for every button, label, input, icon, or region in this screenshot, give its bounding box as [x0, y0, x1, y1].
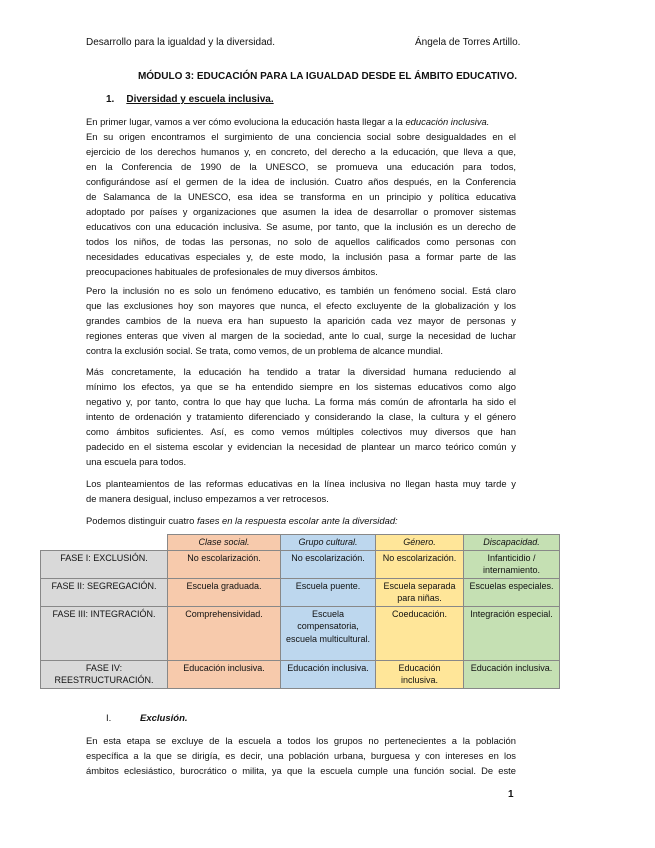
table-cell: No escolarización.	[376, 550, 464, 578]
module-title: MÓDULO 3: EDUCACIÓN PARA LA IGUALDAD DESDE EL ÁMBITO EDUCATIVO.	[137, 71, 518, 82]
table-row	[41, 578, 560, 606]
table-cell: No escolarización.	[281, 550, 376, 578]
phase-cell: FASE I: EXCLUSIÓN.	[41, 550, 168, 578]
table-cell: Escuela compensatoria, escuela multicultural.	[281, 606, 376, 660]
phase-cell: FASE IV: REESTRUCTURACIÓN.	[41, 660, 168, 688]
paragraph-line: que las exclusiones hoy son mayores que nunca, el efecto excluyente de la globalización y los	[86, 300, 516, 311]
header-cell: Discapacidad.	[464, 535, 560, 551]
paragraph-line: como ámbitos suficientes. Así, es como vemos múltiples colectivos muy diversos que han	[86, 426, 516, 437]
paragraph-line: negativo y, por tanto, contra lo que hay que lucha. La forma más común de afrontarla ha sido el	[86, 396, 516, 407]
paragraph-line: todos los niños, de todas las personas, no solo de aquellos calificados como personas con	[86, 236, 516, 247]
paragraph-3	[86, 364, 516, 469]
subsection-heading	[106, 713, 188, 724]
italic-term: educación inclusiva.	[405, 116, 490, 127]
phase-cell: FASE III: INTEGRACIÓN.	[41, 606, 168, 660]
phase-cell: FASE II: SEGREGACIÓN.	[41, 578, 168, 606]
paragraph-4	[86, 476, 516, 506]
table-header-row	[41, 535, 560, 551]
table-cell: Escuelas especiales.	[464, 578, 560, 606]
header-cell: Grupo cultural.	[281, 535, 376, 551]
paragraph-2	[86, 283, 516, 358]
header-right: Ángela de Torres Artillo.	[415, 37, 521, 48]
subsection-number: I.	[106, 713, 112, 724]
table-cell: Escuela puente.	[281, 578, 376, 606]
paragraph-line	[86, 513, 516, 528]
subsection-label: Exclusión.	[140, 713, 188, 724]
text-run: En primer lugar, vamos a ver cómo evoluciona la educación hasta llegar a la	[86, 116, 406, 127]
phases-table	[40, 534, 560, 689]
paragraph-line: preocupaciones habituales de profesionales de muy diversos ámbitos.	[86, 266, 378, 277]
section-number: 1.	[106, 94, 115, 105]
table-cell: Infanticidio / internamiento.	[464, 550, 560, 578]
section-heading	[106, 94, 274, 105]
table-row	[41, 550, 560, 578]
table-cell: Educación inclusiva.	[464, 660, 560, 688]
page-number: 1	[508, 789, 514, 800]
table-cell: Educación inclusiva.	[168, 660, 281, 688]
table-cell: Integración especial.	[464, 606, 560, 660]
paragraph-line: una escuela para todos.	[86, 456, 187, 467]
paragraph-line: educativos con una educación inclusiva. Se asume, por tanto, que la inclusión es un derecho de	[86, 221, 516, 232]
paragraph-line: regiones enteras que viven al margen de la sociedad, ante lo cual, surge la necesidad de luchar	[86, 330, 516, 341]
paragraph-line: adoptado por países y organizaciones que asumen la idea de desarrollar o promover sistemas	[86, 206, 516, 217]
header-cell: Género.	[376, 535, 464, 551]
table-row	[41, 606, 560, 660]
table-cell: Comprehensividad.	[168, 606, 281, 660]
text-run: Podemos distinguir cuatro	[86, 515, 197, 526]
table-cell: Educación inclusiva.	[281, 660, 376, 688]
paragraph-lines	[86, 129, 516, 279]
header-cell	[41, 535, 168, 551]
paragraph-line	[86, 114, 516, 129]
paragraph-5	[86, 733, 516, 778]
paragraph-line: configurándose así el germen de la idea de inclusión. Cuatro años después, en la Conferencia	[86, 176, 516, 187]
table-cell: Escuela separada para niñas.	[376, 578, 464, 606]
paragraph-line: Pero la inclusión no es solo un fenómeno educativo, es también un fenómeno social. Está claro	[86, 285, 516, 296]
paragraph-line: contra la exclusión social. Se trata, como vemos, de un problema de alcance mundial.	[86, 345, 443, 356]
table-cell: Coeducación.	[376, 606, 464, 660]
header-left: Desarrollo para la igualdad y la diversidad.	[86, 37, 275, 48]
paragraph-line: En esta etapa se excluye de la escuela a todos los grupos no pertenecientes a la población	[86, 735, 516, 746]
paragraph-line: grandes cambios de la nueva era han supuesto la aparición cada vez mayor de personas y	[86, 315, 516, 326]
paragraph-line: en la Conferencia de 1990 de la UNESCO, se promueva una educación para todos,	[86, 161, 516, 172]
italic-term: fases en la respuesta escolar ante la diversidad:	[197, 515, 398, 526]
paragraph-line: intento de ordenación y tratamiento diferenciado y considerando la clase, la cultura y el género	[86, 411, 516, 422]
paragraph-line: Más concretamente, la educación ha tendido a tratar la diversidad humana reduciendo al	[86, 366, 516, 377]
table-intro	[86, 513, 516, 528]
paragraph-line: En su origen encontramos el surgimiento de una conciencia social sobre desigualdades en el	[86, 131, 516, 142]
section-label: Diversidad y escuela inclusiva.	[126, 94, 274, 105]
header-cell: Clase social.	[168, 535, 281, 551]
paragraph-line: padecido en el sistema escolar y evidencian la necesidad de plantear un marco teórico común y	[86, 441, 516, 452]
paragraph-line: necesidades educativas especiales y, de este modo, la inclusión pasa a formar parte de las	[86, 251, 516, 262]
table-cell: Escuela graduada.	[168, 578, 281, 606]
table-cell: Educación inclusiva.	[376, 660, 464, 688]
paragraph-line: mínimo los efectos, ya que se ha entendido siempre en los sistemas educativos como algo	[86, 381, 516, 392]
table-cell: No escolarización.	[168, 550, 281, 578]
paragraph-1	[86, 114, 516, 279]
paragraph-line: Los planteamientos de las reformas educativas en la línea inclusiva no llegan hasta muy tarde y	[86, 478, 516, 489]
paragraph-line: de manera desigual, incluso empezamos a ver retrocesos.	[86, 493, 329, 504]
paragraph-line: específica a la que se dirigía, es decir, una población urbana, burguesa y con intereses en los	[86, 750, 516, 761]
table-row	[41, 660, 560, 688]
paragraph-line: de Salamanca de la UNESCO, esa idea se transforma en un principio y política educativa	[86, 191, 516, 202]
paragraph-line: ámbitos eclesiástico, burocrático o milita, ya que la escuela cumple una función social. De este	[86, 765, 516, 776]
paragraph-line: ejercicio de los derechos humanos y, en concreto, del derecho a la educación, que lleva a que,	[86, 146, 516, 157]
